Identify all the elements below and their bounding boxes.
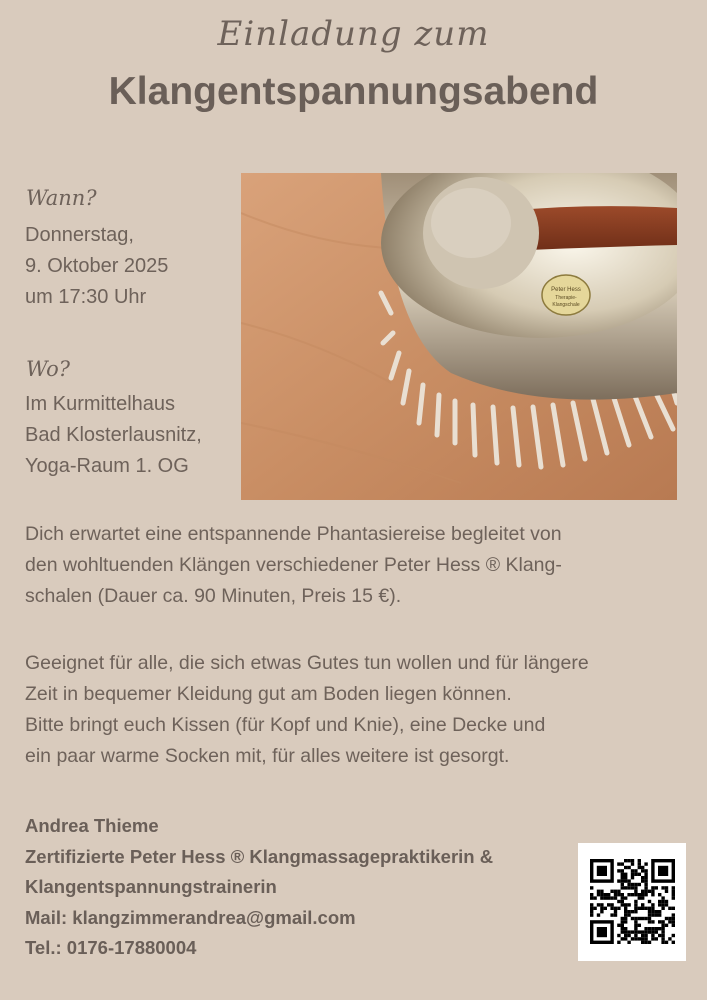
where-label: Wo? bbox=[26, 357, 71, 381]
contact-role: Zertifizierte Peter Hess ® Klangmassagepraktikerin & bbox=[25, 845, 494, 867]
contact-block bbox=[25, 811, 493, 964]
when-line: Donnerstag, bbox=[25, 224, 134, 246]
where-line: Bad Klosterlausnitz, bbox=[25, 424, 202, 446]
description-line: ein paar warme Socken mit, für alles weitere ist gesorgt. bbox=[25, 745, 510, 767]
when-line: um 17:30 Uhr bbox=[25, 286, 147, 308]
bowl-label-text: Therapie- bbox=[555, 295, 577, 301]
contact-phone[interactable]: Tel.: 0176-17880004 bbox=[25, 937, 197, 958]
description-paragraph-1 bbox=[25, 519, 562, 612]
description-line: Zeit in bequemer Kleidung gut am Boden liegen können. bbox=[25, 683, 512, 705]
contact-mail[interactable]: Mail: klangzimmerandrea@gmail.com bbox=[25, 906, 356, 928]
description-line: Bitte bringt euch Kissen (für Kopf und Knie), eine Decke und bbox=[25, 714, 546, 736]
event-title: Klangentspannungsabend bbox=[108, 70, 599, 113]
where-details bbox=[25, 389, 202, 482]
description-line: Geeignet für alle, die sich etwas Gutes tun wollen und für längere bbox=[25, 652, 589, 674]
bowl-label-sticker bbox=[542, 275, 590, 315]
bowl-label-text: Peter Hess bbox=[551, 287, 581, 293]
when-line: 9. Oktober 2025 bbox=[25, 255, 169, 277]
when-details bbox=[25, 220, 168, 313]
bowl-label-text: Klangschale bbox=[552, 302, 580, 308]
contact-name: Andrea Thieme bbox=[25, 815, 159, 836]
singing-bowl-photo bbox=[241, 173, 677, 500]
contact-role: Klangentspannungstrainerin bbox=[25, 876, 277, 897]
description-line: Dich erwartet eine entspannende Phantasiereise begleitet von bbox=[25, 523, 562, 545]
singing-bowl-illustration bbox=[241, 173, 677, 500]
qr-code-graphic bbox=[578, 843, 686, 961]
where-line: Yoga-Raum 1. OG bbox=[25, 455, 189, 477]
description-line: den wohltuenden Klängen verschiedener Peter Hess ® Klang- bbox=[25, 554, 562, 576]
invitation-subtitle: Einladung zum bbox=[217, 14, 490, 54]
when-label: Wann? bbox=[26, 186, 97, 210]
description-paragraph-2 bbox=[25, 648, 589, 772]
where-line: Im Kurmittelhaus bbox=[25, 393, 176, 415]
qr-code[interactable] bbox=[578, 843, 686, 961]
description-line: schalen (Dauer ca. 90 Minuten, Preis 15 €). bbox=[25, 585, 402, 607]
